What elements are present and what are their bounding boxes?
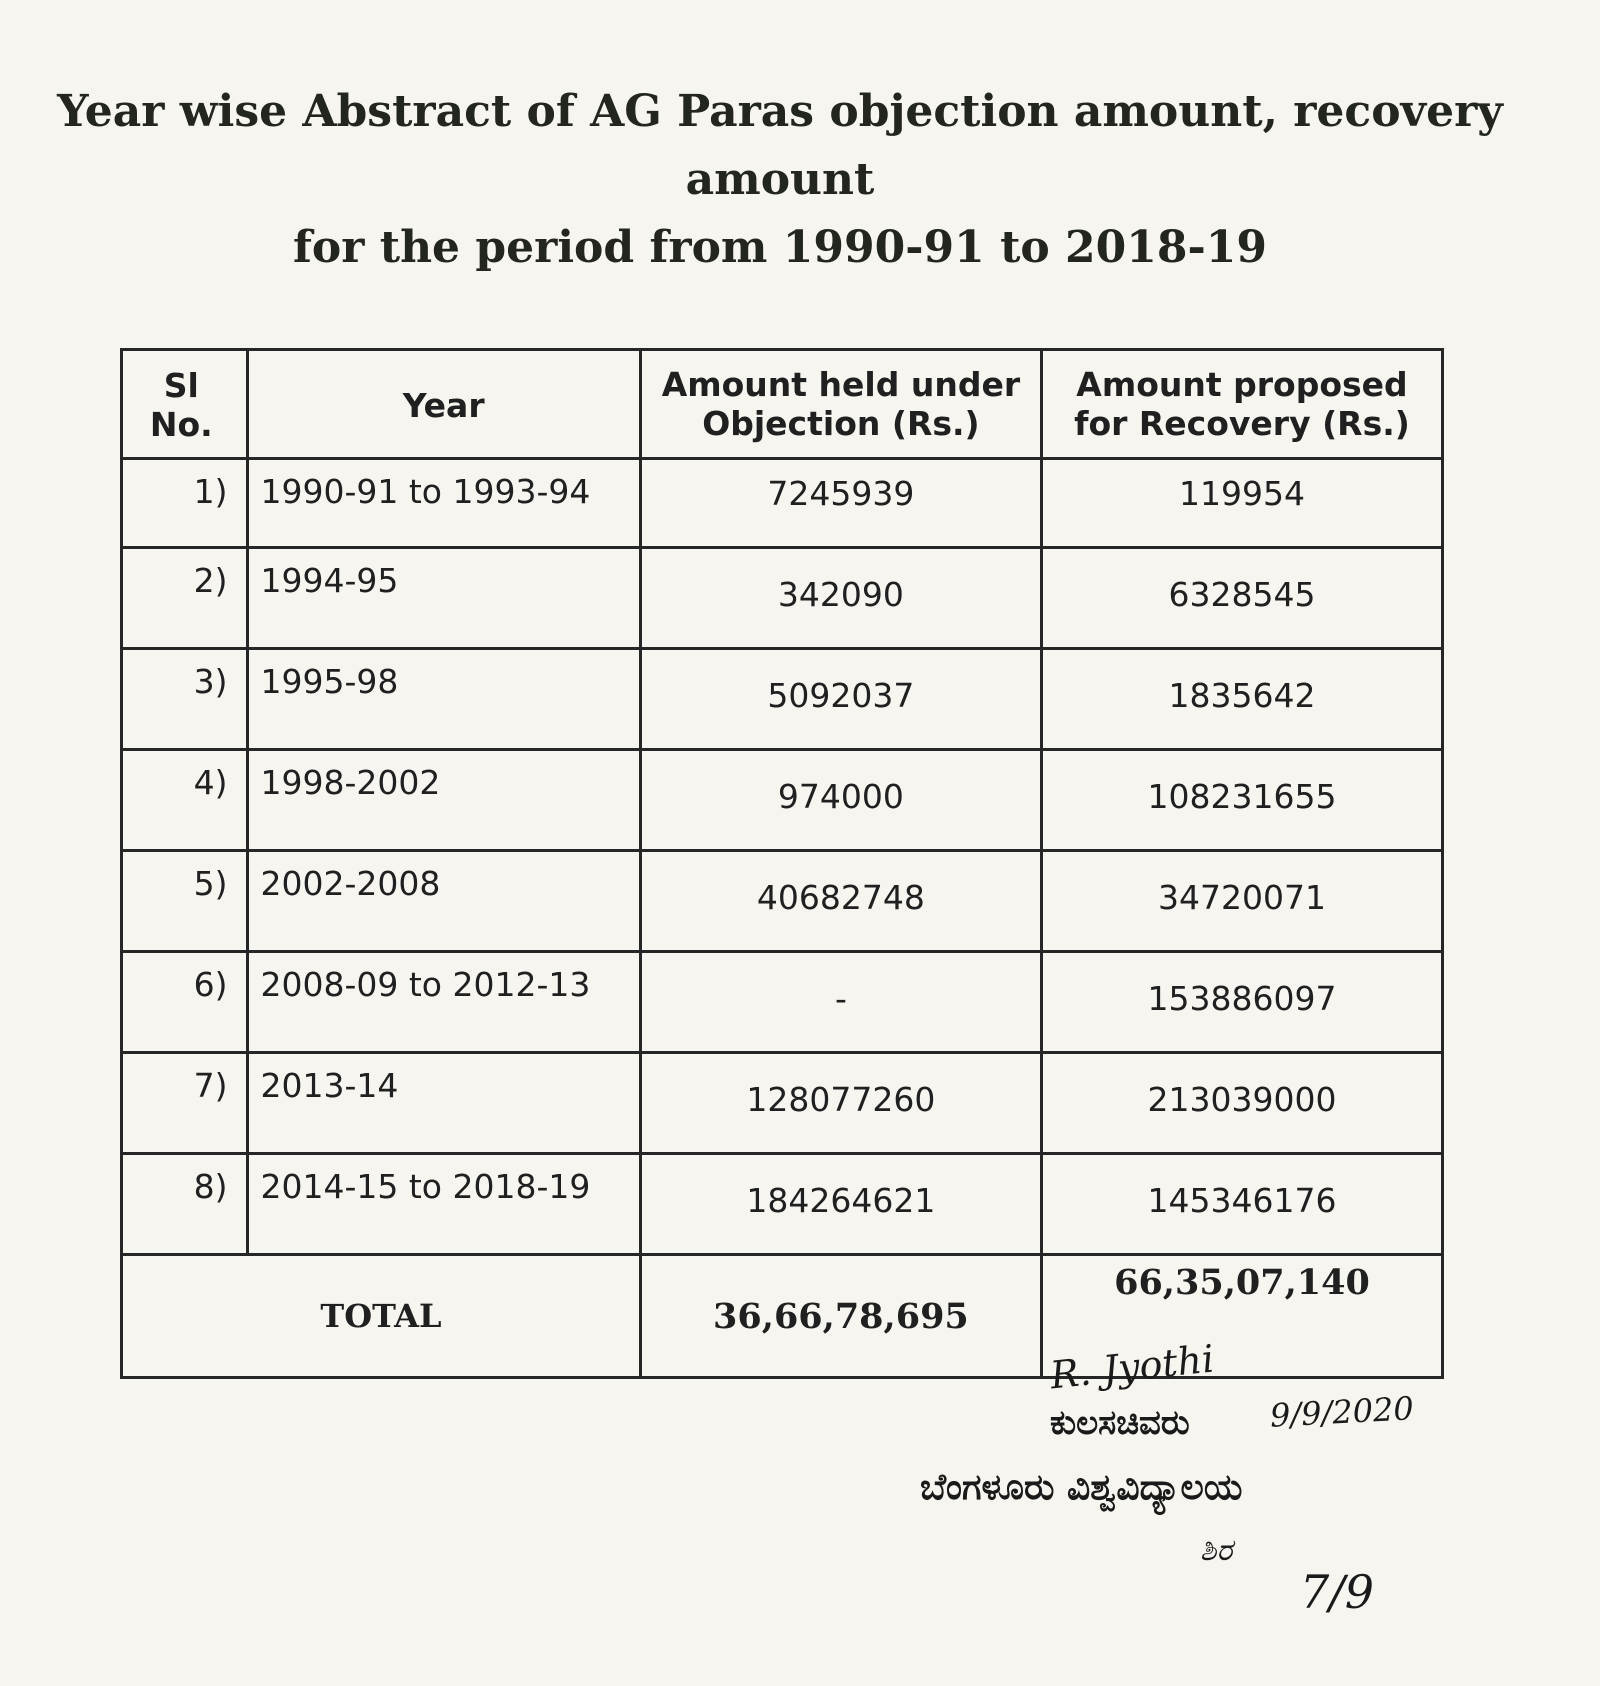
objection-cell: 40682748 [640, 851, 1041, 952]
abstract-table [120, 348, 1444, 1379]
header-sl-no: Sl No. [122, 350, 248, 459]
document-title [0, 78, 1560, 282]
year-cell: 1998-2002 [247, 750, 640, 851]
header-recovery: Amount proposed for Recovery (Rs.) [1041, 350, 1442, 459]
objection-cell: 5092037 [640, 649, 1041, 750]
title-line-1: Year wise Abstract of AG Paras objection amount, recovery amount [57, 86, 1503, 205]
header-year: Year [247, 350, 640, 459]
total-objection: 36,66,78,695 [640, 1255, 1041, 1378]
table-row [122, 851, 1443, 952]
objection-cell: - [640, 952, 1041, 1053]
recovery-cell: 108231655 [1041, 750, 1442, 851]
year-cell: 2008-09 to 2012-13 [247, 952, 640, 1053]
sl-cell: 6) [122, 952, 248, 1053]
table-row [122, 1053, 1443, 1154]
designation: ಕುಲಸಚಿವರು [1050, 1403, 1190, 1443]
total-label: TOTAL [122, 1255, 641, 1378]
sl-cell: 7) [122, 1053, 248, 1154]
year-cell: 2014-15 to 2018-19 [247, 1154, 640, 1255]
title-line-2: for the period from 1990-91 to 2018-19 [292, 222, 1268, 273]
recovery-cell: 153886097 [1041, 952, 1442, 1053]
recovery-cell: 119954 [1041, 459, 1442, 548]
sl-cell: 8) [122, 1154, 248, 1255]
table-row [122, 952, 1443, 1053]
year-cell: 1995-98 [247, 649, 640, 750]
objection-cell: 974000 [640, 750, 1041, 851]
objection-cell: 184264621 [640, 1154, 1041, 1255]
year-cell: 2002-2008 [247, 851, 640, 952]
recovery-cell: 34720071 [1041, 851, 1442, 952]
table-row [122, 548, 1443, 649]
sl-cell: 1) [122, 459, 248, 548]
sl-cell: 2) [122, 548, 248, 649]
objection-cell: 342090 [640, 548, 1041, 649]
handwritten-initials-2: 7/9 [1300, 1565, 1375, 1619]
year-cell: 2013-14 [247, 1053, 640, 1154]
objection-cell: 7245939 [640, 459, 1041, 548]
table-row [122, 1154, 1443, 1255]
total-row [122, 1255, 1443, 1378]
year-cell: 1990-91 to 1993-94 [247, 459, 640, 548]
sl-cell: 3) [122, 649, 248, 750]
header-objection: Amount held under Objection (Rs.) [640, 350, 1041, 459]
sl-cell: 5) [122, 851, 248, 952]
handwritten-initials: ಶಿರ [1200, 1533, 1233, 1568]
university-name: ಬೆಂಗಳೂರು ವಿಶ್ವವಿದ್ಯಾಲಯ [920, 1467, 1243, 1508]
signature-date: 9/9/2020 [1269, 1389, 1415, 1435]
year-cell: 1994-95 [247, 548, 640, 649]
total-recovery: 66,35,07,140 [1041, 1255, 1442, 1378]
table-row [122, 459, 1443, 548]
table-row [122, 649, 1443, 750]
sl-cell: 4) [122, 750, 248, 851]
recovery-cell: 145346176 [1041, 1154, 1442, 1255]
signature-name: R. Jyothi [1048, 1336, 1217, 1398]
header-row [122, 350, 1443, 459]
objection-cell: 128077260 [640, 1053, 1041, 1154]
recovery-cell: 213039000 [1041, 1053, 1442, 1154]
recovery-cell: 1835642 [1041, 649, 1442, 750]
recovery-cell: 6328545 [1041, 548, 1442, 649]
table-row [122, 750, 1443, 851]
